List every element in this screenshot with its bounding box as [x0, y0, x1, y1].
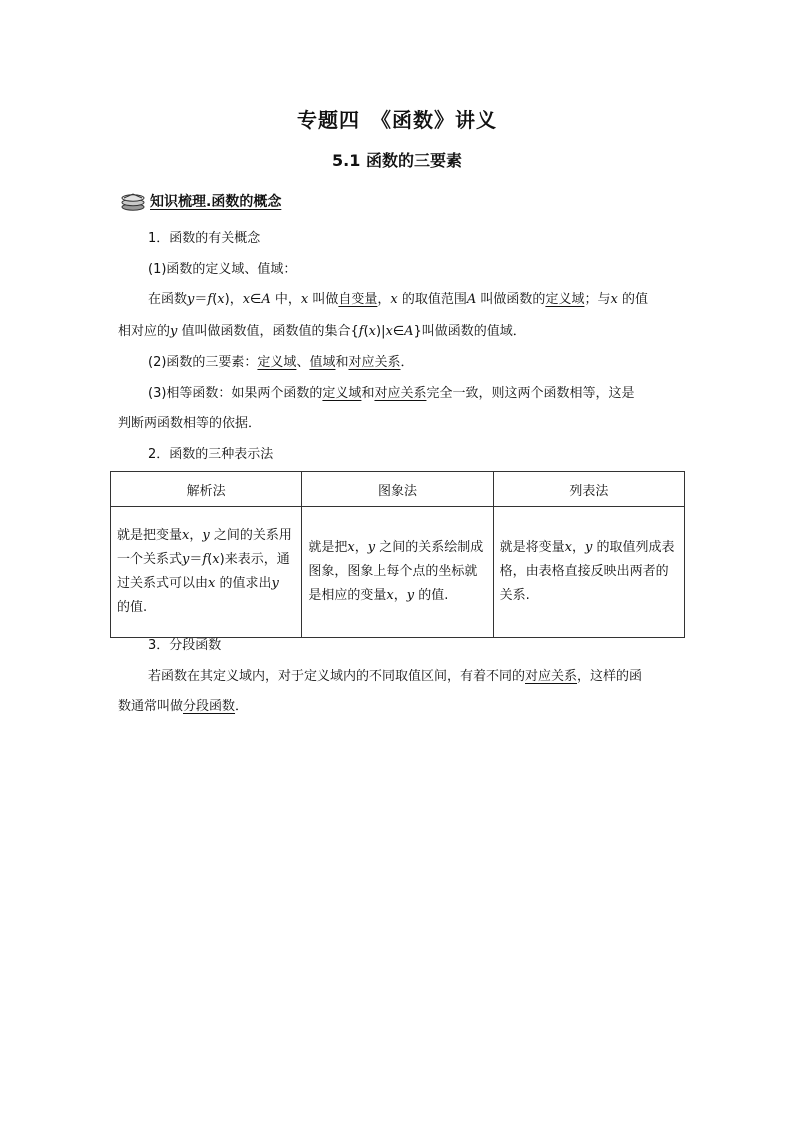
- item2-heading: 2．函数的三种表示法: [148, 447, 274, 462]
- table-cell-analytic: 就是把变量x，y 之间的关系用一个关系式y＝f(x)来表示，通过关系式可以由x 的值求出y 的值.: [111, 507, 302, 638]
- section-heading-text: 知识梳理.函数的概念: [150, 194, 282, 210]
- item1-sub2: (2)函数的三要素：定义域、值域和对应关系．: [148, 355, 414, 370]
- table-row: [111, 507, 685, 638]
- section-heading: [120, 189, 281, 213]
- books-icon: [120, 191, 146, 211]
- page-subtitle: 5.1 函数的三要素: [332, 151, 462, 170]
- representation-methods-table: [110, 471, 685, 638]
- page-title: 专题四 《函数》讲义: [297, 108, 497, 132]
- item3-paragraph-line1: 若函数在其定义域内，对于定义域内的不同取值区间，有着不同的对应关系，这样的函: [148, 669, 643, 684]
- table-header-row: [111, 472, 685, 507]
- item1-heading: 1．函数的有关概念: [148, 231, 261, 246]
- item3-heading: 3．分段函数: [148, 638, 222, 653]
- table-header-analytic: 解析法: [111, 472, 302, 507]
- table-header-list: 列表法: [493, 472, 684, 507]
- item1-paragraph-line1: 在函数y＝f(x)，x∈A 中，x 叫做自变量，x 的取值范围A 叫做函数的定义域；与x 的值: [148, 292, 648, 307]
- table-header-graph: 图象法: [302, 472, 493, 507]
- table-cell-list: 就是将变量x，y 的取值列成表格，由表格直接反映出两者的关系.: [493, 507, 684, 638]
- table-cell-graph: 就是把x，y 之间的关系绘制成图象，图象上每个点的坐标就是相应的变量x，y 的值.: [302, 507, 493, 638]
- item1-paragraph-line2: 相对应的y 值叫做函数值，函数值的集合{f(x)|x∈A}叫做函数的值域．: [118, 324, 526, 339]
- item3-paragraph-line2: 数通常叫做分段函数．: [118, 699, 249, 714]
- item1-sub1: (1)函数的定义域、值域：: [148, 262, 297, 277]
- item1-sub3-line1: (3)相等函数：如果两个函数的定义域和对应关系完全一致，则这两个函数相等，这是: [148, 386, 635, 401]
- item1-sub3-line2: 判断两函数相等的依据．: [118, 416, 262, 431]
